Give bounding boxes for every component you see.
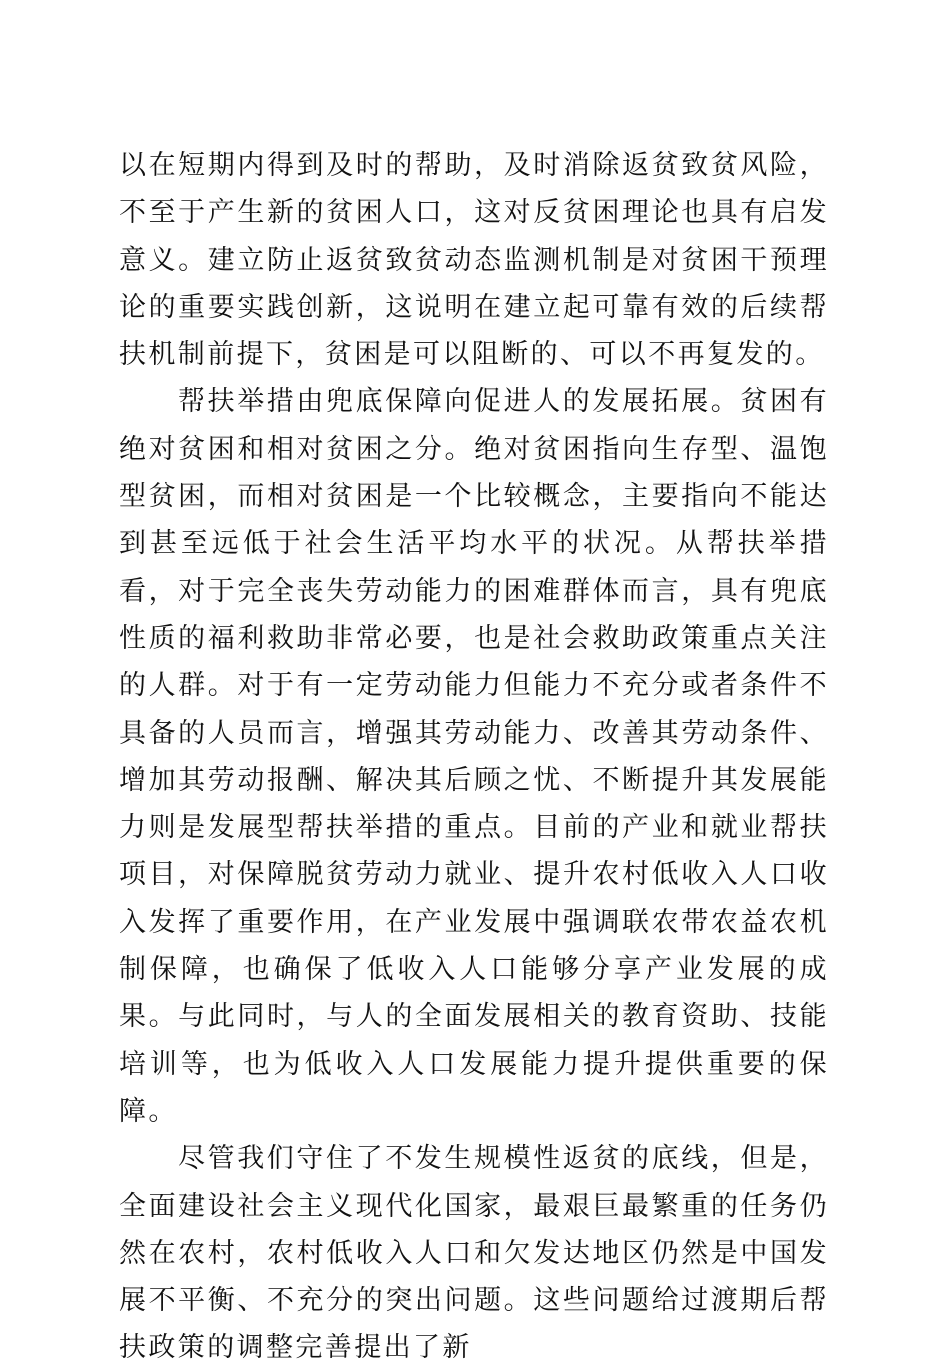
paragraph-remaining-challenges: 尽管我们守住了不发生规模性返贫的底线，但是，全面建设社会主义现代化国家，最艰巨最繁重的任务仍然在农村，农村低收入人口和欠发达地区仍然是中国发展不平衡、不充分的突出问题。这些问题给过渡期后帮扶政策的调整完善提出了新 bbox=[119, 1143, 829, 1364]
paragraph-continuation: 以在短期内得到及时的帮助，及时消除返贫致贫风险，不至于产生新的贫困人口，这对反贫困理论也具有启发意义。建立防止返贫致贫动态监测机制是对贫困干预理论的重要实践创新，这说明在建立起可靠有效的后续帮扶机制前提下，贫困是可以阻断的、可以不再复发的。 bbox=[119, 150, 829, 371]
document-body bbox=[119, 142, 829, 1372]
paragraph-assistance-measures: 帮扶举措由兜底保障向促进人的发展拓展。贫困有绝对贫困和相对贫困之分。绝对贫困指向生存型、温饱型贫困，而相对贫困是一个比较概念，主要指向不能达到甚至远低于社会生活平均水平的状况。从帮扶举措看，对于完全丧失劳动能力的困难群体而言，具有兜底性质的福利救助非常必要，也是社会救助政策重点关注的人群。对于有一定劳动能力但能力不充分或者条件不具备的人员而言，增强其劳动能力、改善其劳动条件、增加其劳动报酬、解决其后顾之忧、不断提升其发展能力则是发展型帮扶举措的重点。目前的产业和就业帮扶项目，对保障脱贫劳动力就业、提升农村低收入人口收入发挥了重要作用，在产业发展中强调联农带农益农机制保障，也确保了低收入人口能够分享产业发展的成果。与此同时，与人的全面发展相关的教育资助、技能培训等，也为低收入人口发展能力提升提供重要的保障。 bbox=[119, 386, 829, 1127]
